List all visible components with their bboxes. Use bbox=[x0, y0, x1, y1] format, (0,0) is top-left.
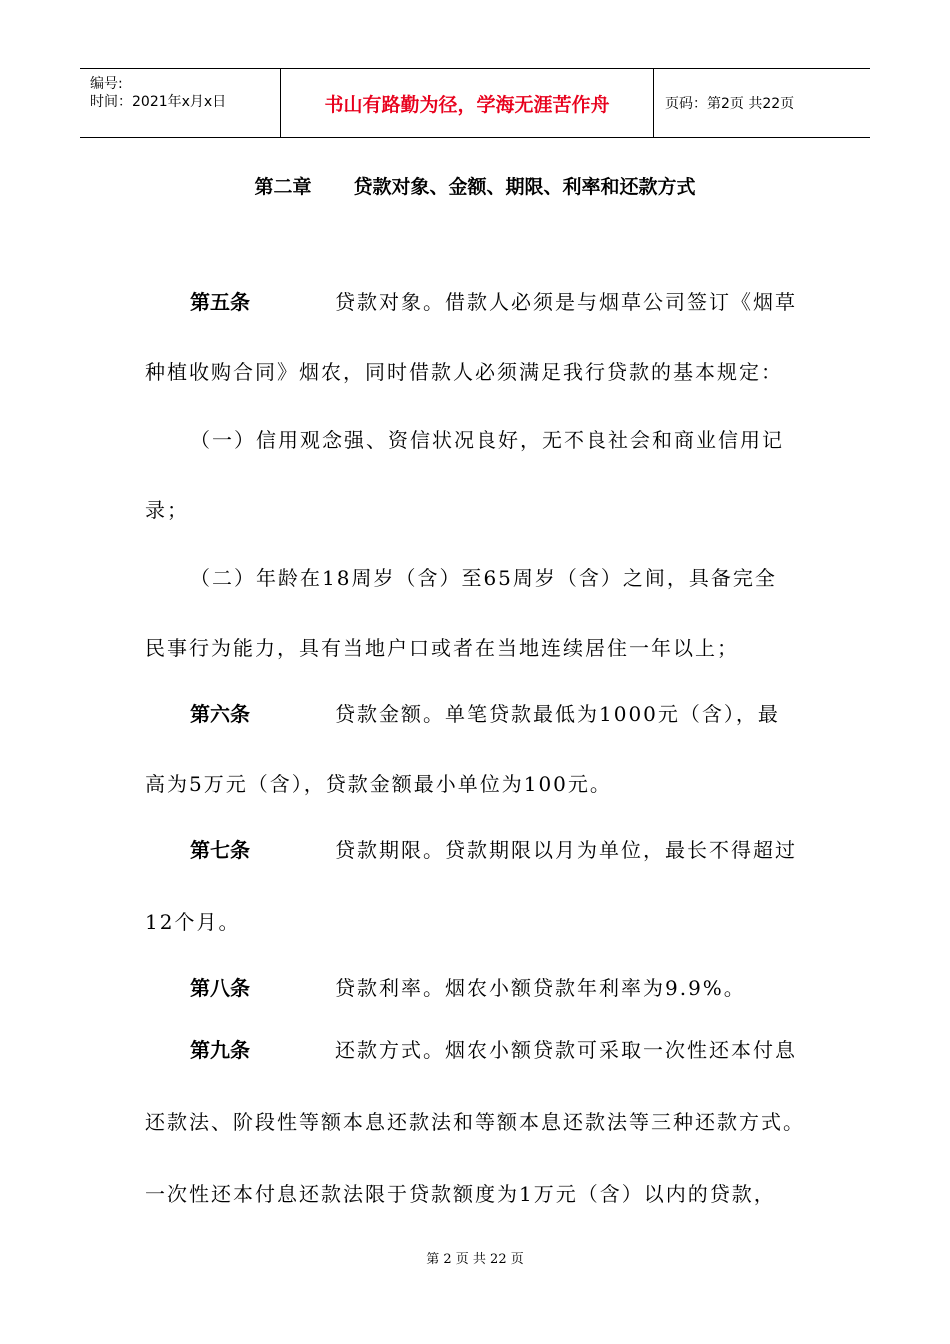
item-2-line-1: （二）年龄在18周岁（含）至65周岁（含）之间，具备完全 bbox=[190, 566, 777, 590]
article-7-text-1: 贷款期限。贷款期限以月为单位，最长不得超过 bbox=[335, 838, 797, 862]
header-page-label: 页码：第2页 共22页 bbox=[665, 96, 795, 112]
article-9-line-1 bbox=[190, 1034, 797, 1063]
article-7-line-1 bbox=[190, 834, 797, 863]
item-1-line-1: （一）信用观念强、资信状况良好，无不良社会和商业信用记 bbox=[190, 428, 784, 452]
article-8-line-1 bbox=[190, 972, 746, 1001]
chapter-heading bbox=[0, 172, 950, 199]
chapter-number: 第二章 bbox=[254, 176, 312, 198]
document-date-label: 时间：2021年x月x日 bbox=[90, 94, 227, 110]
article-5-line-1 bbox=[190, 286, 797, 315]
item-1-line-2: 录； bbox=[145, 498, 189, 522]
article-9-line-3: 一次性还本付息还款法限于贷款额度为1万元（含）以内的贷款， bbox=[145, 1182, 776, 1206]
article-9-label: 第九条 bbox=[190, 1038, 250, 1062]
header-meta-cell bbox=[80, 69, 280, 137]
article-6-label: 第六条 bbox=[190, 702, 250, 726]
article-9-line-2: 还款法、阶段性等额本息还款法和等额本息还款法等三种还款方式。 bbox=[145, 1110, 805, 1134]
article-9-text-1: 还款方式。烟农小额贷款可采取一次性还本付息 bbox=[335, 1038, 797, 1062]
document-number-label: 编号: bbox=[90, 76, 123, 92]
article-8-text-1: 贷款利率。烟农小额贷款年利率为9.9%。 bbox=[335, 976, 746, 1000]
document-header bbox=[80, 68, 870, 138]
article-6-line-2: 高为5万元（含），贷款金额最小单位为100元。 bbox=[145, 772, 612, 796]
article-7-label: 第七条 bbox=[190, 838, 250, 862]
article-5-line-2: 种植收购合同》烟农，同时借款人必须满足我行贷款的基本规定： bbox=[145, 360, 783, 384]
chapter-title: 贷款对象、金额、期限、利率和还款方式 bbox=[353, 176, 696, 198]
article-7-line-2: 12个月。 bbox=[145, 910, 241, 934]
page-footer: 第 2 页 共 22 页 bbox=[426, 1252, 524, 1267]
header-motto: 书山有路勤为径，学海无涯苦作舟 bbox=[324, 93, 610, 116]
article-5-label: 第五条 bbox=[190, 290, 250, 314]
article-8-label: 第八条 bbox=[190, 976, 250, 1000]
article-6-line-1 bbox=[190, 698, 780, 727]
article-5-text-1: 贷款对象。借款人必须是与烟草公司签订《烟草 bbox=[335, 290, 797, 314]
header-page-cell bbox=[653, 69, 870, 137]
item-2-line-2: 民事行为能力，具有当地户口或者在当地连续居住一年以上； bbox=[145, 636, 739, 660]
article-6-text-1: 贷款金额。单笔贷款最低为1000元（含），最 bbox=[335, 702, 780, 726]
header-motto-cell bbox=[280, 69, 654, 137]
